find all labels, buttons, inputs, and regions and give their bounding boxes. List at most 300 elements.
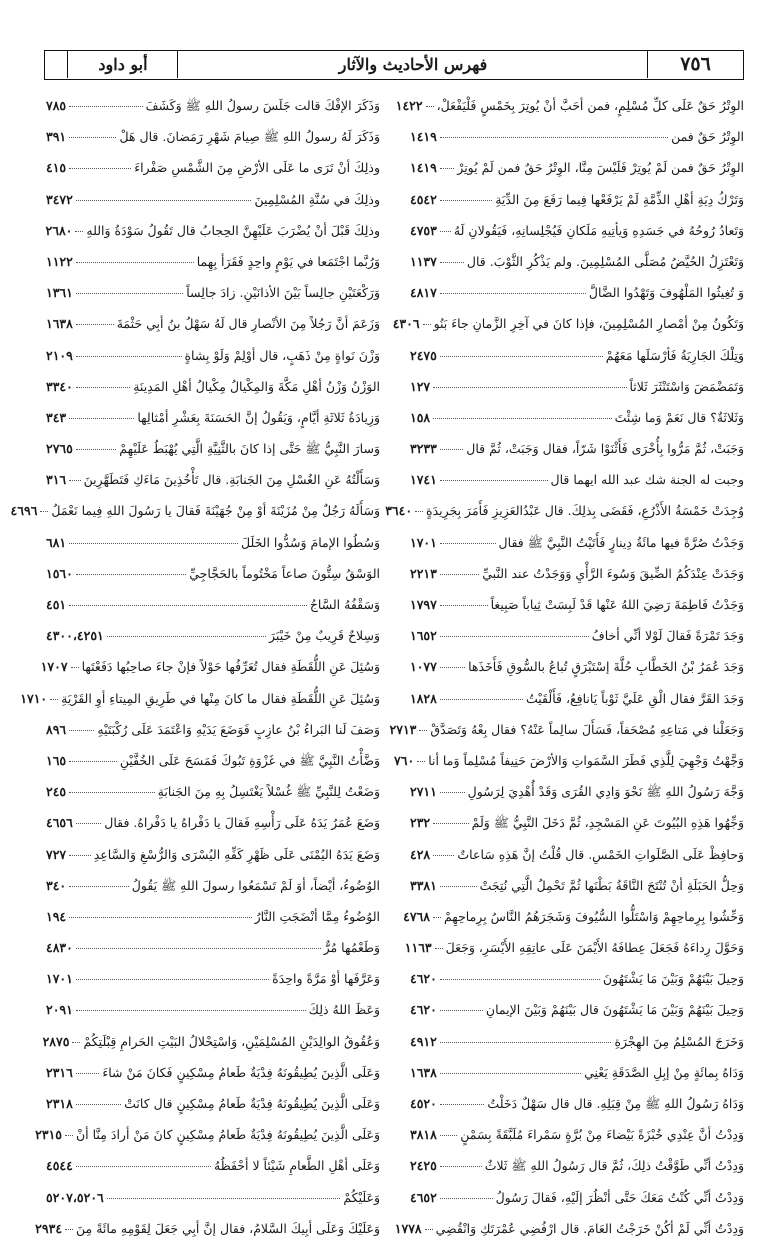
entry-hadith-number: ٢٣١٨	[46, 1096, 73, 1111]
leader-dots	[75, 230, 83, 232]
index-entry	[408, 558, 744, 589]
entry-hadith-number: ٤٦٢٠	[410, 971, 437, 987]
entry-hadith-number: ٣٤٠	[46, 877, 67, 893]
header-blank-cell	[46, 51, 68, 78]
leader-dots	[69, 760, 117, 762]
index-entry	[408, 246, 744, 277]
leader-dots	[440, 479, 548, 481]
leader-dots	[65, 1228, 73, 1230]
entry-text: وجبت له الجنة شك عبد الله ايهما قال	[550, 472, 744, 488]
entry-text: وَذَكَرَ الإفْكَ قالت جَلَسَ رسولُ اللهِ ﷺ وَكَشَفَ	[145, 98, 380, 113]
leader-dots	[76, 323, 114, 325]
entry-hadith-number: ١٧١٠	[20, 690, 48, 706]
entry-text: وُجِدَتْ خَمْسَةُ الأَذْرُعِ، فَقَضَى بِذلِكَ. قال عَبْدُالعَزِيزِ فَأَمَرَ بِجَرِيدَةٍ	[426, 503, 744, 519]
entry-text: وذلِكَ أنْ تَرَى ما عَلَى الأرْضِ مِنَ الشَّمْسِ صَفْراءَ	[134, 160, 380, 176]
index-entry	[44, 340, 380, 371]
index-entry	[392, 308, 744, 339]
entry-text: وَدَاهُ بِمائَةٍ مِنْ إبِلِ الصَّدَقَةِ يَعْنِي	[584, 1064, 744, 1080]
entry-text: وذلِكَ قَبْلَ أنْ يُضْرَبَ عَلَيْهِنَّ الحِجابُ قال تَقُولُ سَوْدَةُ وَاللهِ	[86, 222, 380, 238]
entry-hadith-number: ٤٦٥٢	[410, 1189, 437, 1205]
index-entry	[44, 277, 380, 308]
leader-dots	[69, 729, 94, 731]
leader-dots	[425, 1228, 433, 1230]
entry-text: وَجَعَلْنا في مَتاعِهِ مُصْحَفاً، فَسَأَلَ سالِماً عَنْهُ؟ فقال بِعْهُ وَتَصَدَّقْ	[430, 721, 744, 737]
entry-hadith-number: ٧٦٠	[394, 752, 415, 768]
leader-dots	[107, 635, 266, 637]
right-column	[385, 90, 744, 1244]
index-entry	[408, 527, 744, 558]
entry-hadith-number: ١١٢٢	[46, 253, 73, 269]
entry-text: وَعَلَى الَّذِينَ يُطِيقُونَهُ فِدْيَةٌ طَعامُ مِسْكِينٍ فَكانَ مَنْ شاءَ	[102, 1064, 380, 1080]
leader-dots	[440, 666, 465, 668]
leader-dots	[50, 698, 58, 700]
leader-dots	[440, 167, 454, 169]
leader-dots	[440, 791, 465, 793]
leader-dots	[76, 261, 194, 263]
leader-dots	[76, 573, 186, 575]
leader-dots	[440, 230, 451, 232]
index-entry	[408, 807, 744, 838]
leader-dots	[76, 1103, 121, 1105]
leader-dots	[440, 978, 600, 980]
entry-text: وَعَرَّفَها أوْ مَرَّةً واحِدَةً	[272, 971, 380, 987]
entry-text: وَزَعَمَ أنَّ رَجُلاً مِنَ الأنْصارِ قال لَهُ سَهْلُ بنُ أبِي حَثْمَةَ	[116, 316, 380, 332]
index-entry	[44, 714, 380, 745]
leader-dots	[76, 448, 116, 450]
entry-hadith-number: ٢٤٢٥	[410, 1158, 437, 1174]
index-entry	[408, 1150, 744, 1181]
leader-dots	[440, 292, 586, 294]
index-entry	[44, 184, 380, 215]
index-entry	[408, 1182, 744, 1213]
entry-hadith-number: ٣٣٨١	[410, 877, 437, 893]
entry-hadith-number: ٣٩١	[46, 129, 67, 145]
entry-hadith-number: ١٢٧	[410, 378, 431, 394]
entry-text: وَتَعْتَزِلُ الحُيَّضُ مُصَلَّى المُسْلِمِينَ. ولم يَذْكُرِ الثَّوْبَ. قال	[466, 253, 744, 269]
entry-hadith-number: ٤١٥	[46, 160, 67, 176]
index-entry	[408, 215, 744, 246]
index-entry	[44, 121, 380, 152]
leader-dots	[426, 105, 434, 107]
entry-text: وَحِلُّ الحَبَلَةِ أنْ تُنْتَجَ النَّاقَةُ بَطْنَها ثُمَّ تَحْمِلُ الَّتِي نُتِجَتْ	[479, 877, 744, 893]
entry-text: وَحَوَّلَ رِداءَهُ فَجَعَلَ عِطافَهُ الأَيْمَنَ عَلَى عاتِقِهِ الأَيْسَرِ، وَجَعَلَ	[445, 940, 744, 956]
entry-hadith-number: ١٠٧٧	[410, 659, 437, 675]
index-entry	[44, 527, 380, 558]
index-entry	[408, 277, 744, 308]
leader-dots	[440, 698, 523, 700]
entry-text: وَجَدْتُ فَاطِمَةَ رَضِيَ اللهُ عَنْها قَدْ لَبِسَتْ ثِياباً صَبِيغاً	[490, 597, 744, 612]
entry-hadith-number: ٣٣٤٠	[46, 378, 73, 394]
entry-text: وَسُئِلَ عَنِ اللُّقَطَةِ فقال تُعَرِّفُها حَوْلاً فإنْ جاءَ صاحِبُها دَفَعْتَها	[81, 659, 380, 675]
index-entry	[408, 152, 744, 183]
index-entry	[44, 1088, 380, 1119]
entry-hadith-number: ٢٧١١	[410, 784, 437, 800]
index-entry	[44, 1026, 380, 1057]
leader-dots	[72, 1041, 80, 1043]
leader-dots	[440, 1134, 457, 1136]
entry-text: وَتَكُونُ مِنْ أمْصارِ المُسْلِمِينَ، فإذا كانَ في آخِرِ الزَّمانِ جاءَ بَنُو	[433, 316, 744, 332]
leader-dots	[69, 854, 91, 856]
leader-dots	[40, 510, 48, 512]
index-entry	[44, 152, 380, 183]
index-entry	[408, 184, 744, 215]
entry-text: وَسَقْفُهُ السَّاجُ	[309, 597, 380, 612]
entry-text: وَضَعَ عُمَرُ يَدَهُ عَلَى رَأْسِهِ فَقالَ يا دَفْراهُ يا دَفْراهُ. فقال	[104, 815, 380, 831]
entry-text: وَ تُغِيثُوا المَلْهُوفَ وَتَهْدُوا الضَّالَّ	[588, 285, 744, 301]
entry-hadith-number: ٢٨٧٥	[42, 1033, 70, 1049]
entry-hadith-number: ٢٤٧٥	[410, 347, 437, 363]
leader-dots	[440, 448, 463, 450]
index-entry	[385, 495, 744, 526]
entry-hadith-number: ١١٦٣	[404, 940, 432, 956]
entry-hadith-number: ٢٣٢	[410, 815, 431, 831]
entry-hadith-number: ٢١٠٩	[46, 347, 73, 363]
index-entry	[44, 932, 380, 963]
index-entry	[44, 402, 380, 433]
entry-hadith-number: ٤٦٥٦	[46, 815, 73, 831]
leader-dots	[440, 885, 477, 887]
entry-text: وَطَعْمُها مُرٌّ	[323, 940, 380, 956]
entry-hadith-number: ١٨٢٨	[410, 690, 437, 706]
entry-text: وَجَدَ تَمْرَةً فَقالَ لَوْلا أنِّي أخافُ	[591, 628, 744, 644]
index-entry	[408, 589, 744, 620]
leader-dots	[440, 604, 488, 606]
entry-text: وَخَرَجَ المُسْلِمُ مِنَ الهِجْرَةِ	[614, 1033, 744, 1049]
entry-text: وَتَمَضْمَضَ وَاسْتَنْثَرَ ثَلاثاً	[629, 378, 744, 394]
index-entry	[408, 963, 744, 994]
entry-hadith-number: ٣٢٣٣	[410, 441, 437, 457]
index-entry	[394, 1213, 744, 1244]
entry-hadith-number: ١١٣٧	[410, 253, 437, 269]
leader-dots	[69, 105, 142, 107]
entry-hadith-number: ١٩٤	[46, 908, 67, 924]
index-entry	[44, 1057, 380, 1088]
entry-hadith-number: ٤٥٤٢	[410, 191, 437, 207]
index-entry	[44, 90, 380, 121]
entry-hadith-number: ٥٢٠٧،٥٢٠٦	[46, 1189, 104, 1205]
entry-text: الوُضُوءُ مِمَّا أنْضَجَتِ النَّارُ	[254, 908, 380, 924]
index-entry	[44, 246, 380, 277]
entry-hadith-number: ٤٥٤٤	[46, 1158, 73, 1174]
index-entry	[403, 901, 744, 932]
entry-text: وَرَكْعَتَيْنِ جالِساً بَيْنَ الأذانَيْنِ. زادَ جالِساً	[186, 285, 380, 301]
entry-text: وَعَلَيْكُمْ	[343, 1189, 380, 1205]
entry-text: وَتِلْكَ الجَارِيَةُ فَأرْسَلَها مَعَهُمْ	[605, 347, 744, 363]
index-entry	[35, 1119, 380, 1150]
entry-text: وَعُقُوقُ الوالِدَيْنِ المُسْلِمَيْنِ، وَاسْتِحْلالُ البَيْتِ الحَرامِ قِبْلَتِكُمْ	[83, 1033, 380, 1049]
leader-dots	[76, 822, 101, 824]
leader-dots	[415, 510, 423, 512]
entry-text: وَدَاهُ رَسُولُ اللهِ ﷺ مِنْ قِبَلِهِ. قال قال سَهْلٌ دَخَلْتُ	[487, 1096, 744, 1111]
leader-dots	[433, 916, 441, 918]
entry-hadith-number: ٤٥٢٠	[410, 1096, 437, 1111]
entry-text: وَضَعْتُ لِلنَّبِيِّ ﷺ غُسْلاً يَغْتَسِلُ بِهِ مِنَ الجَنابَةِ	[157, 784, 380, 800]
index-entry	[408, 340, 744, 371]
index-entry	[408, 1119, 744, 1150]
index-entry	[20, 683, 380, 714]
leader-dots	[440, 1072, 581, 1074]
entry-hadith-number: ٢٧٦٥	[46, 441, 73, 457]
entry-text: وَسُئِلَ عَنِ اللُّقَطَةِ فقال ما كانَ مِنْها في طَرِيقِ المِيتاءِ أوِ القَرْيَةِ	[61, 690, 380, 706]
entry-text: وَحِيلَ بَيْنَهُمْ وَبَيْنَ مَا يَشْتَهُونَ	[602, 971, 744, 987]
entry-hadith-number: ٢٧١٣	[389, 721, 417, 737]
index-entry	[44, 433, 380, 464]
index-entry	[394, 745, 744, 776]
leader-dots	[69, 417, 134, 419]
entry-text: وَسِلاحٌ قَرِيبٌ مِنْ خَيْبَرَ	[269, 628, 380, 644]
entry-hadith-number: ٢٩٣٤	[35, 1220, 63, 1236]
entry-hadith-number: ١٦٣٨	[410, 1064, 437, 1080]
entry-hadith-number: ٤٣٠٦	[392, 316, 420, 332]
leader-dots	[76, 386, 130, 388]
entry-hadith-number: ٤٦٩٦	[10, 503, 38, 519]
leader-dots	[440, 635, 589, 637]
leader-dots	[440, 355, 603, 357]
index-entry	[44, 839, 380, 870]
index-entry	[44, 776, 380, 807]
entry-text: وَعَلَى الَّذِينَ يُطِيقُونَهُ فِدْيَةٌ طَعامُ مِسْكِينٍ كانَ مَنْ أرادَ مِنَّا أنْ	[76, 1127, 380, 1143]
index-entry	[408, 464, 744, 495]
entry-hadith-number: ١٧٩٧	[410, 597, 437, 612]
entry-text: وَحافِظْ عَلَى الصَّلَواتِ الخَمْسِ. قال قُلْتُ إنَّ هَذِهِ سَاعاتٌ	[457, 846, 744, 862]
index-entry	[389, 714, 744, 745]
page-header	[44, 50, 744, 80]
entry-text: وَجِّهُوا هَذِهِ البُيُوتَ عَنِ المَسْجِدِ، ثُمَّ دَخَلَ النَّبِيُّ ﷺ وَلَمْ	[471, 815, 744, 831]
index-entry	[408, 1057, 744, 1088]
index-entry	[44, 901, 380, 932]
entry-text: وذلِكَ في سُنَّةِ المُسْلِمِينَ	[254, 191, 380, 207]
leader-dots	[440, 261, 464, 263]
entry-text: وَضَّأْتُ النَّبِيَّ ﷺ في غَزْوَةِ تَبُوكَ فَمَسَحَ عَلَى الخُفَّيْنِ	[119, 752, 380, 768]
entry-text: وَرُبَّما اجْتَمَعا في يَوْمٍ واحِدٍ فَقَرَأ بِهِما	[196, 253, 380, 269]
entry-hadith-number: ٣٤٧٢	[46, 191, 73, 207]
leader-dots	[440, 573, 479, 575]
leader-dots	[433, 854, 454, 856]
entry-hadith-number: ٤٣٠٠،٤٢٥١	[46, 628, 104, 644]
page-title: فهرس الأحاديث والآثار	[177, 51, 648, 78]
entry-hadith-number: ١٦٣٨	[46, 316, 73, 332]
leader-dots	[69, 542, 238, 544]
leader-dots	[440, 542, 496, 544]
entry-hadith-number: ٤٧٥٣	[410, 222, 437, 238]
leader-dots	[417, 760, 425, 762]
entry-hadith-number: ٦٨١	[46, 534, 67, 550]
entry-hadith-number: ٣٤٣	[46, 409, 67, 425]
entry-hadith-number: ٢٠٩١	[46, 1002, 73, 1018]
entry-hadith-number: ٣٨١٨	[410, 1127, 437, 1143]
leader-dots	[71, 666, 79, 668]
entry-text: وَدِدْتُ أنِّي طَوَّقْتُ ذلِكَ، ثُمَّ قال رَسُولُ اللهِ ﷺ ثَلاثٌ	[484, 1158, 744, 1174]
entry-text: وَعَلَى الَّذِينَ يُطِيقُونَهُ فِدْيَةٌ طَعامُ مِسْكِينٍ قال كانَتْ	[124, 1096, 380, 1111]
index-page	[10, 50, 744, 1236]
leader-dots	[76, 1072, 99, 1074]
leader-dots	[76, 355, 182, 357]
index-entry	[408, 683, 744, 714]
entry-text: وَجَبَتْ، ثُمَّ مَرُّوا بِأُخْرَى فَأَثْنَوْا شَرّاً، فقال وَجَبَتْ، ثُمَّ قال	[466, 441, 744, 457]
entry-hadith-number: ٤٧٦٨	[403, 908, 430, 924]
entry-hadith-number: ١٧٠٧	[40, 659, 68, 675]
entry-text: وَسارَ النَّبِيُّ ﷺ حَتَّى إذا كانَ بالثَّنِيَّةِ الَّتِي يُهْبَطُ عَلَيْهِمْ	[119, 441, 380, 457]
entry-text: وَدِدْتُ أنَّ عِنْدِي خُبْزَةً بَيْضاءَ مِنْ بُرَّةٍ سَمْراءَ مُلَبَّقَةً بِسَمْنٍ	[460, 1127, 744, 1143]
leader-dots	[433, 417, 611, 419]
index-entry	[408, 1026, 744, 1057]
index-entry	[44, 589, 380, 620]
leader-dots	[69, 916, 251, 918]
entry-hadith-number: ١٥٨	[410, 409, 431, 425]
entry-text: وَجَدَ عُمَرُ بْنُ الخَطَّابِ حُلَّةَ إسْتَبْرَقٍ تُباعُ بالسُّوقِ فَأَخَذَها	[468, 659, 744, 675]
index-entry	[44, 1182, 380, 1213]
index-entry	[44, 994, 380, 1025]
entry-hadith-number: ٤٥١	[46, 597, 67, 612]
entry-hadith-number: ١٤١٩	[410, 129, 437, 145]
leader-dots	[76, 1009, 306, 1011]
entry-hadith-number: ٢٢١٣	[410, 565, 437, 581]
entry-hadith-number: ١٤٢٢	[395, 98, 423, 113]
index-entry	[44, 215, 380, 246]
entry-text: الوِتْرُ حَقٌ فمن	[671, 129, 744, 145]
entry-text: وَزِيادَةُ ثَلاثَةِ أيَّامٍ، وَيَقُولُ إنَّ الحَسَنَةَ بِعَشْرِ أمْثالِها	[137, 409, 380, 425]
entry-text: وَحِّشُوا بِرِماحِهِمْ وَاسْتَلُّوا السُّيُوفَ وَشَجَرَهُمُ النَّاسُ بِرِماحِهِمْ	[443, 908, 744, 924]
entry-text: وَعَظَ اللهُ ذلِكَ	[308, 1002, 380, 1018]
index-entry	[44, 807, 380, 838]
leader-dots	[69, 885, 129, 887]
leader-dots	[433, 386, 626, 388]
leader-dots	[435, 947, 443, 949]
entry-text: وَدِدْتُ أنِّي كُنْتُ مَعَكَ حَتَّى أنْظُرَ إلَيْهِ، فَقالَ رَسُولُ	[495, 1189, 744, 1205]
index-entry	[408, 433, 744, 464]
leader-dots	[65, 1134, 73, 1136]
entry-hadith-number: ٤٩١٢	[410, 1033, 437, 1049]
index-entry	[44, 870, 380, 901]
leader-dots	[76, 199, 252, 201]
leader-dots	[107, 1197, 341, 1199]
index-entry	[408, 776, 744, 807]
entry-hadith-number: ٤٢٨	[410, 846, 431, 862]
entry-text: وَسَأَلَهُ رَجُلٌ مِنْ مُزَيْنَةَ أوْ مِنْ جُهَيْنَةَ فَقالَ يا رَسُولَ اللهِ فِيما نَعْمَلُ	[51, 503, 380, 519]
leader-dots	[440, 136, 668, 138]
entry-hadith-number: ٤٨١٧	[410, 285, 437, 301]
index-entry	[408, 839, 744, 870]
index-entry	[404, 932, 744, 963]
entry-text: وَجَدْتُ صُرَّةً فيها مائَةُ دِينارٍ فَأَتَيْتُ النَّبِيَّ ﷺ فقال	[498, 534, 744, 550]
entry-text: وَجَدَتْ عِنْدَكُمُ الضِّيقَ وَسُوءَ الرَّأْيِ وَوَجَدْتُ عند النَّبيِّ	[482, 565, 744, 581]
leader-dots	[440, 1165, 482, 1167]
leader-dots	[440, 1009, 483, 1011]
entry-text: وَزْنَ نَواةٍ مِنْ ذَهَبٍ، قال أوْلِمْ وَلَوْ بِشاةٍ	[184, 347, 380, 363]
page-number: ٧٥٦	[647, 51, 743, 78]
entry-hadith-number: ١٣٦١	[46, 285, 73, 301]
index-entry	[40, 651, 380, 682]
leader-dots	[440, 1103, 485, 1105]
leader-dots	[69, 136, 116, 138]
entry-text: وَسُطُوا الإمامَ وَسُدُّوا الخَلَلَ	[241, 534, 380, 550]
index-entry	[10, 495, 380, 526]
entry-hadith-number: ١٦٥	[46, 752, 67, 768]
index-entry	[408, 1088, 744, 1119]
entry-hadith-number: ٤٨٣٠	[46, 940, 73, 956]
entry-hadith-number: ١٧٧٨	[394, 1220, 422, 1236]
entry-hadith-number: ١٧٠١	[46, 971, 73, 987]
index-entry	[408, 994, 744, 1025]
index-entry	[44, 371, 380, 402]
entry-text: وَذَكَرَ لَهُ رسولُ اللهِ ﷺ صِيامَ شَهْرِ رَمَضانَ. قال هَلْ	[119, 129, 380, 145]
entry-hadith-number: ١٧٤١	[410, 472, 437, 488]
entry-hadith-number: ١٧٠١	[410, 534, 437, 550]
leader-dots	[419, 729, 427, 731]
entry-text: وَعَلَى أهْلِ الطَّعامِ شَيْئاً لا أحْفَظُهُ	[214, 1158, 380, 1174]
leader-dots	[76, 978, 269, 980]
entry-hadith-number: ١٥٦٠	[46, 565, 73, 581]
leader-dots	[440, 199, 492, 201]
entry-text: الوِتْرُ حَقٌ عَلَى كلِّ مُسْلِمٍ، فمن أحَبَّ أنْ يُوتِرَ بِخَمْسٍ فَلْيَفْعَلْ،	[436, 98, 744, 113]
index-entry	[44, 620, 380, 651]
index-entry	[44, 558, 380, 589]
entry-hadith-number: ٢٤٥	[46, 784, 67, 800]
leader-dots	[76, 947, 321, 949]
entry-text: وَجَّهْتُ وَجْهِيَ لِلَّذِي فَطَرَ السَّمَواتِ وَالأرْضَ حَنِيفاً مُسْلِماً وَما أنا	[428, 752, 744, 768]
leader-dots	[440, 1197, 493, 1199]
entry-hadith-number: ٨٩٦	[46, 721, 67, 737]
index-entry	[408, 371, 744, 402]
leader-dots	[440, 1041, 612, 1043]
entry-text: وَضَعَ يَدَهُ اليُمْنَى عَلَى ظَهْرِ كَفِّهِ اليُسْرَى وَالرُّسْغِ وَالسَّاعِدِ	[93, 846, 380, 862]
entry-text: الوَزْنُ وَزْنُ أهْلِ مَكَّةَ وَالمِكْيالُ مِكْيالُ أهْلِ المَدِينَةِ	[133, 378, 380, 394]
entry-hadith-number: ٣٦٤٠	[385, 503, 413, 519]
left-column	[10, 90, 380, 1244]
index-entry	[395, 90, 744, 121]
index-entry	[44, 464, 380, 495]
leader-dots	[76, 1165, 211, 1167]
entry-text: وَعَلَيْكَ وَعَلَى أبِيكَ السَّلامُ، فقال إنَّ أبِي جَعَلَ لِقَوْمِهِ مائَةً مِنَ	[76, 1220, 380, 1236]
entry-text: وَجَدَ القَرَّ فقال الْقِ عَلَيَّ ثَوْباً يَانافِعُ، فَأَلْقَيْتُ	[526, 690, 744, 706]
book-name: أبو داود	[67, 51, 178, 78]
entry-hadith-number: ٧٢٧	[46, 846, 67, 862]
index-entry	[44, 308, 380, 339]
leader-dots	[433, 822, 469, 824]
entry-hadith-number: ٢٦٨٠	[45, 222, 73, 238]
leader-dots	[423, 323, 431, 325]
entry-text: وَثَلاثَةٌ؟ قال نَعَمْ وَما شِئْتَ	[614, 409, 744, 425]
index-entry	[35, 1213, 380, 1244]
entry-text: وَحِيلَ بَيْنَهُمْ وَبَيْنَ مَا يَشْتَهُونَ قال بَيْنَهُمْ وَبَيْنَ الإيمانِ	[485, 1002, 744, 1018]
index-entry	[408, 121, 744, 152]
index-entry	[44, 745, 380, 776]
entry-hadith-number: ٢٣١٦	[46, 1064, 73, 1080]
leader-dots	[69, 479, 80, 481]
leader-dots	[69, 167, 131, 169]
entry-hadith-number: ١٤١٩	[410, 160, 437, 176]
leader-dots	[69, 791, 155, 793]
entry-text: الوُضُوءُ، أيْضاً، أوَ لَمْ تَسْمَعُوا رسولَ اللهِ ﷺ يَقُولُ	[131, 877, 380, 893]
entry-text: وَدِدْتُ أنِّي لَمْ أكُنْ خَرَجْتُ العَامَ. قال ارْفُضِي عُمْرَتَكِ وَانْقُضِي	[435, 1220, 744, 1236]
entry-hadith-number: ٣١٦	[46, 472, 67, 488]
entry-hadith-number: ١٦٥٢	[410, 628, 437, 644]
entry-text: الوِتْرُ حَقٌ فمن لَمْ يُوتِرْ فَلَيْسَ مِنَّا، الوِتْرُ حَقٌ فمن لَمْ يُوتِرْ	[457, 160, 744, 176]
index-entry	[408, 870, 744, 901]
index-entry	[44, 963, 380, 994]
entry-hadith-number: ٢٣١٥	[35, 1127, 62, 1143]
entry-text: وَتَعادُ رُوحُهُ في جَسَدِهِ وَيأتِيهِ مَلَكانِ فَيُجْلِسانِهِ، فَيَقُولانِ لَهُ	[453, 222, 744, 238]
index-entry	[408, 651, 744, 682]
entry-hadith-number: ٧٨٥	[46, 98, 67, 113]
entry-text: وَصَفَ لَنا البَراءُ بْنُ عازِبٍ فَوَضَعَ يَدَيْهِ وَاعْتَمَدَ عَلَى رُكْبَتَيْهِ	[97, 721, 380, 737]
entry-text: الوَسْقُ سِتُّونَ صاعاً مَخْتُوماً بالحَجَّاجِيِّ	[189, 565, 380, 581]
leader-dots	[76, 292, 183, 294]
entry-text: وَجَّهَ رَسُولُ اللهِ ﷺ نَحْوَ وَادِي القُرَى وَقَدْ أُهْدِيَ لِرَسُولِ	[467, 784, 744, 800]
index-entry	[408, 620, 744, 651]
entry-text: وَتَرْكُ دِيَةِ أهْلِ الذِّمَّةِ لَمْ يَرْفَعْها فِيما رَفَعَ مِنَ الدِّيَةِ	[495, 191, 744, 207]
index-entry	[44, 1150, 380, 1181]
